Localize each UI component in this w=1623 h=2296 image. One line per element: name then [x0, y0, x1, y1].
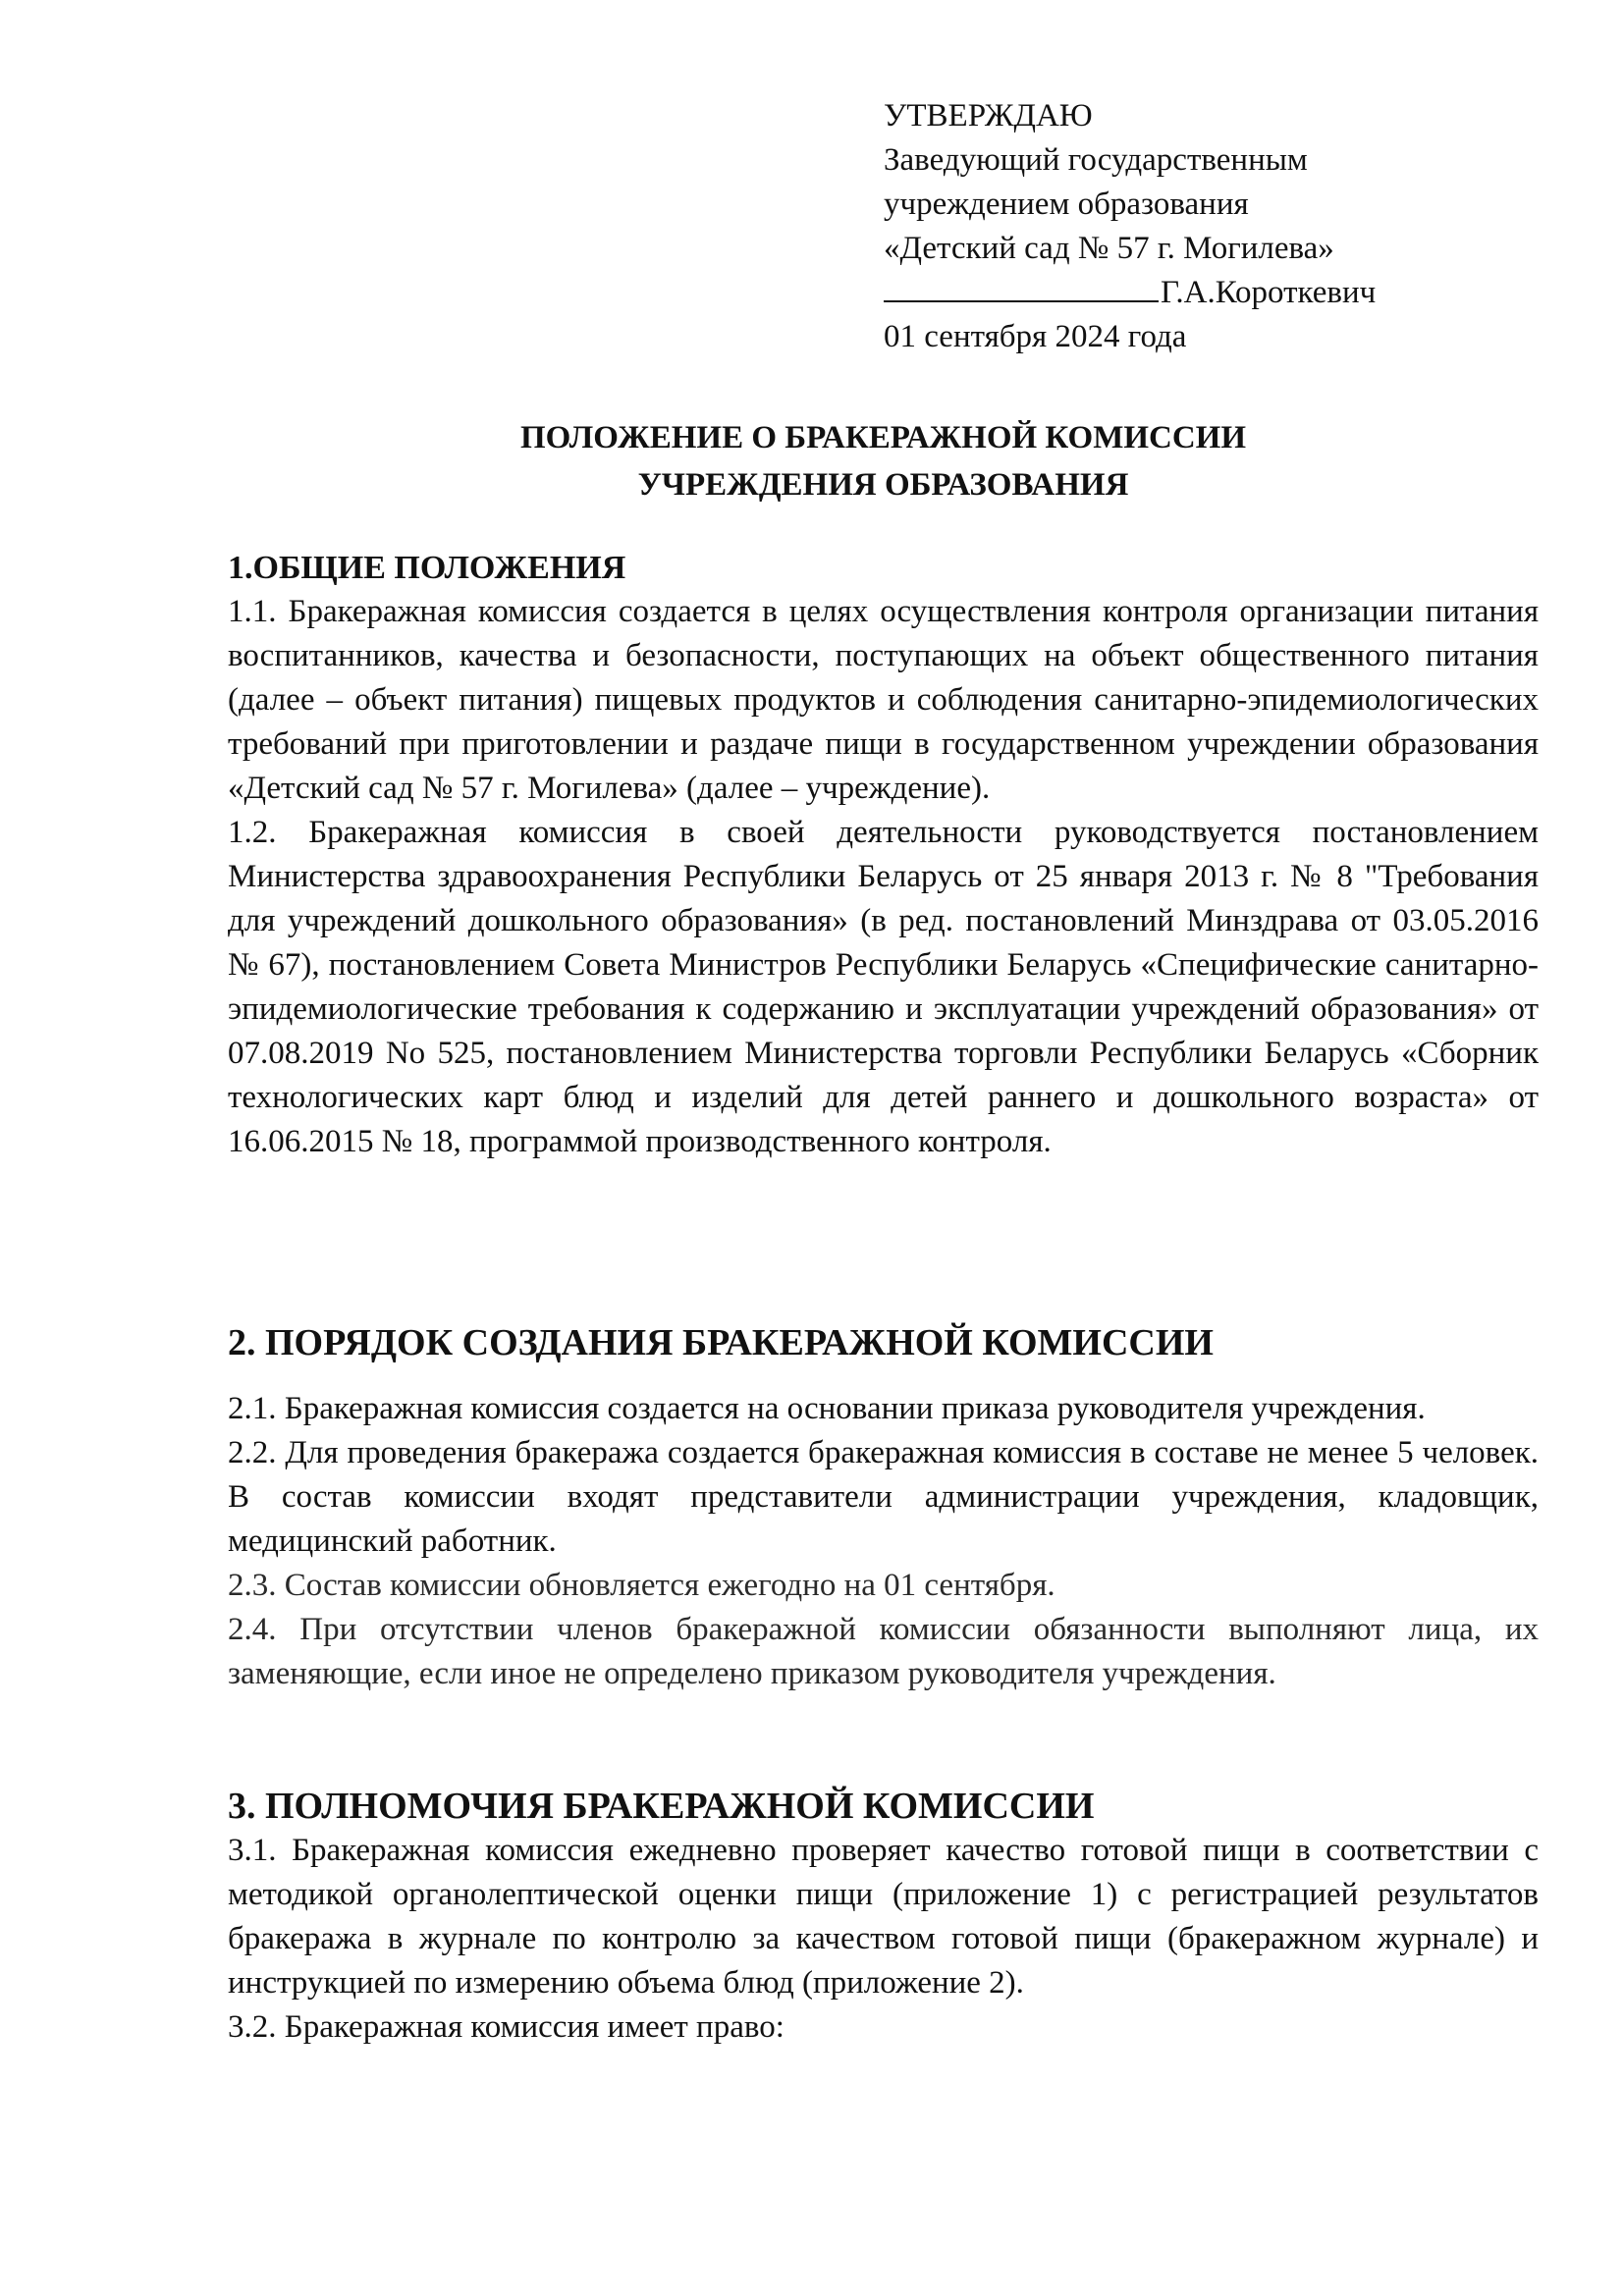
- document-title: [228, 414, 1539, 508]
- title-line-2: УЧРЕЖДЕНИЯ ОБРАЗОВАНИЯ: [637, 467, 1129, 503]
- approval-date: 01 сентября 2024 года: [884, 319, 1187, 354]
- paragraph: 2.4. При отсутствии членов бракеражной комиссии обязанности выполняют лица, их заменяющие, если иное не определено приказом руководителя учреждения.: [228, 1612, 1539, 1691]
- paragraph: 3.1. Бракеражная комиссия ежедневно проверяет качество готовой пищи в соответствии с методикой органолептической оценки пищи (приложение 1) с регистрацией результатов бракеража в журнале по контролю за качеством готовой пищи (бракеражном журнале) и инструкцией по измерению объема блюд (приложение 2).: [228, 1833, 1539, 2001]
- signature-line: [884, 271, 1159, 302]
- paragraph: 3.2. Бракеражная комиссия имеет право:: [228, 2009, 784, 2045]
- title-line-1: ПОЛОЖЕНИЕ О БРАКЕРАЖНОЙ КОМИССИИ: [519, 420, 1247, 455]
- approval-position-line: Заведующий государственным: [884, 142, 1308, 178]
- section-1: [228, 546, 1539, 1164]
- paragraph: 2.1. Бракеражная комиссия создается на основании приказа руководителя учреждения.: [228, 1391, 1426, 1426]
- paragraph: 1.2. Бракеражная комиссия в своей деятельности руководствуется постановлением Министерства здравоохранения Республики Беларусь от 25 января 2013 г. № 8 "Требования для учреждений дошкольного образования» (в ред. постановлений Минздрава от 03.05.2016 № 67), постановлением Совета Министров Республики Беларусь «Специфические санитарно-эпидемиологические требования к содержанию и эксплуатации учреждений образования» от 07.08.2019 No 525, постановлением Министерства торговли Республики Беларусь «Сборник технологических карт блюд и изделий для детей раннего и дошкольного возраста» от 16.06.2015 № 18, программой производственного контроля.: [228, 815, 1539, 1159]
- section-2: [228, 1321, 1539, 1696]
- paragraph: 2.3. Состав комиссии обновляется ежегодно на 01 сентября.: [228, 1568, 1055, 1603]
- section-3: [228, 1785, 1539, 2050]
- approval-institution-line: учреждением образования: [884, 187, 1249, 222]
- approval-block: [884, 94, 1376, 359]
- paragraph: 1.1. Бракеражная комиссия создается в целях осуществления контроля организации питания воспитанников, качества и безопасности, поступающих на объект общественного питания (далее – объект питания) пищевых продуктов и соблюдения санитарно-эпидемиологических требований при приготовлении и раздаче пищи в государственном учреждении образования «Детский сад № 57 г. Могилева» (далее – учреждение).: [228, 594, 1539, 806]
- section-heading: 2. ПОРЯДОК СОЗДАНИЯ БРАКЕРАЖНОЙ КОМИССИИ: [228, 1322, 1214, 1363]
- signature-row: [884, 271, 1376, 315]
- approval-institution-name: «Детский сад № 57 г. Могилева»: [884, 231, 1334, 266]
- paragraph: 2.2. Для проведения бракеража создается бракеражная комиссия в составе не менее 5 человек. В состав комиссии входят представители администрации учреждения, кладовщик, медицинский работник.: [228, 1435, 1539, 1559]
- approval-label: УТВЕРЖДАЮ: [884, 98, 1093, 133]
- section-heading: 1.ОБЩИЕ ПОЛОЖЕНИЯ: [228, 550, 626, 586]
- signatory-name: Г.А.Короткевич: [1161, 275, 1377, 310]
- section-heading: 3. ПОЛНОМОЧИЯ БРАКЕРАЖНОЙ КОМИССИИ: [228, 1786, 1095, 1827]
